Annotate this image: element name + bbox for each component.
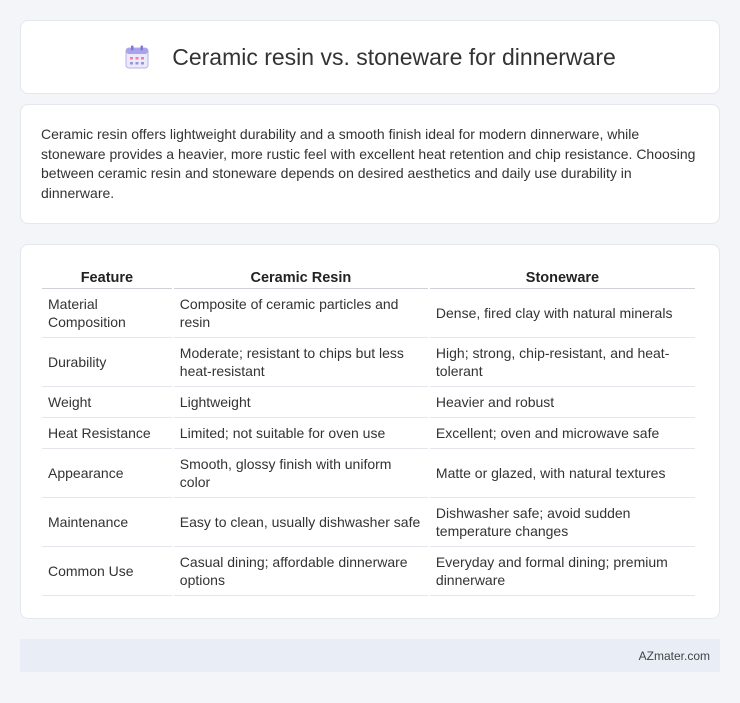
header-feature: Feature xyxy=(42,265,172,289)
feature-cell: Material Composition xyxy=(42,289,172,338)
comparison-table xyxy=(40,265,697,596)
stoneware-cell: Dishwasher safe; avoid sudden temperature changes xyxy=(430,498,695,547)
page-title: Ceramic resin vs. stoneware for dinnerware xyxy=(172,43,616,70)
stoneware-cell: Excellent; oven and microwave safe xyxy=(430,418,695,449)
header-stoneware: Stoneware xyxy=(430,265,695,289)
table-header-row xyxy=(42,265,695,289)
ceramic-resin-cell: Casual dining; affordable dinnerware options xyxy=(174,547,428,596)
table-row xyxy=(42,418,695,449)
feature-cell: Common Use xyxy=(42,547,172,596)
footer-site-link[interactable]: AZmater.com xyxy=(638,648,710,663)
stoneware-cell: Matte or glazed, with natural textures xyxy=(430,449,695,498)
description-text: Ceramic resin offers lightweight durability and a smooth finish ideal for modern dinnerware, while stoneware provides a heavier, more rustic feel with excellent heat retention and chip resistance. Choosing between ceramic resin and stoneware depends on desired aesthetics and daily use durability in dinnerware. xyxy=(41,126,696,201)
calendar-icon xyxy=(124,44,150,70)
ceramic-resin-cell: Composite of ceramic particles and resin xyxy=(174,289,428,338)
ceramic-resin-cell: Smooth, glossy finish with uniform color xyxy=(174,449,428,498)
table-row xyxy=(42,547,695,596)
stoneware-cell: Heavier and robust xyxy=(430,387,695,418)
table-row xyxy=(42,498,695,547)
stoneware-cell: High; strong, chip-resistant, and heat-tolerant xyxy=(430,338,695,387)
feature-cell: Weight xyxy=(42,387,172,418)
table-row xyxy=(42,449,695,498)
title-card xyxy=(20,20,720,94)
feature-cell: Durability xyxy=(42,338,172,387)
feature-cell: Heat Resistance xyxy=(42,418,172,449)
feature-cell: Appearance xyxy=(42,449,172,498)
footer xyxy=(20,639,720,672)
ceramic-resin-cell: Limited; not suitable for oven use xyxy=(174,418,428,449)
description-card xyxy=(20,104,720,224)
ceramic-resin-cell: Easy to clean, usually dishwasher safe xyxy=(174,498,428,547)
table-row xyxy=(42,338,695,387)
ceramic-resin-cell: Lightweight xyxy=(174,387,428,418)
ceramic-resin-cell: Moderate; resistant to chips but less heat-resistant xyxy=(174,338,428,387)
header-ceramic-resin: Ceramic Resin xyxy=(174,265,428,289)
table-row xyxy=(42,289,695,338)
stoneware-cell: Dense, fired clay with natural minerals xyxy=(430,289,695,338)
comparison-card xyxy=(20,244,720,619)
table-row xyxy=(42,387,695,418)
feature-cell: Maintenance xyxy=(42,498,172,547)
stoneware-cell: Everyday and formal dining; premium dinnerware xyxy=(430,547,695,596)
